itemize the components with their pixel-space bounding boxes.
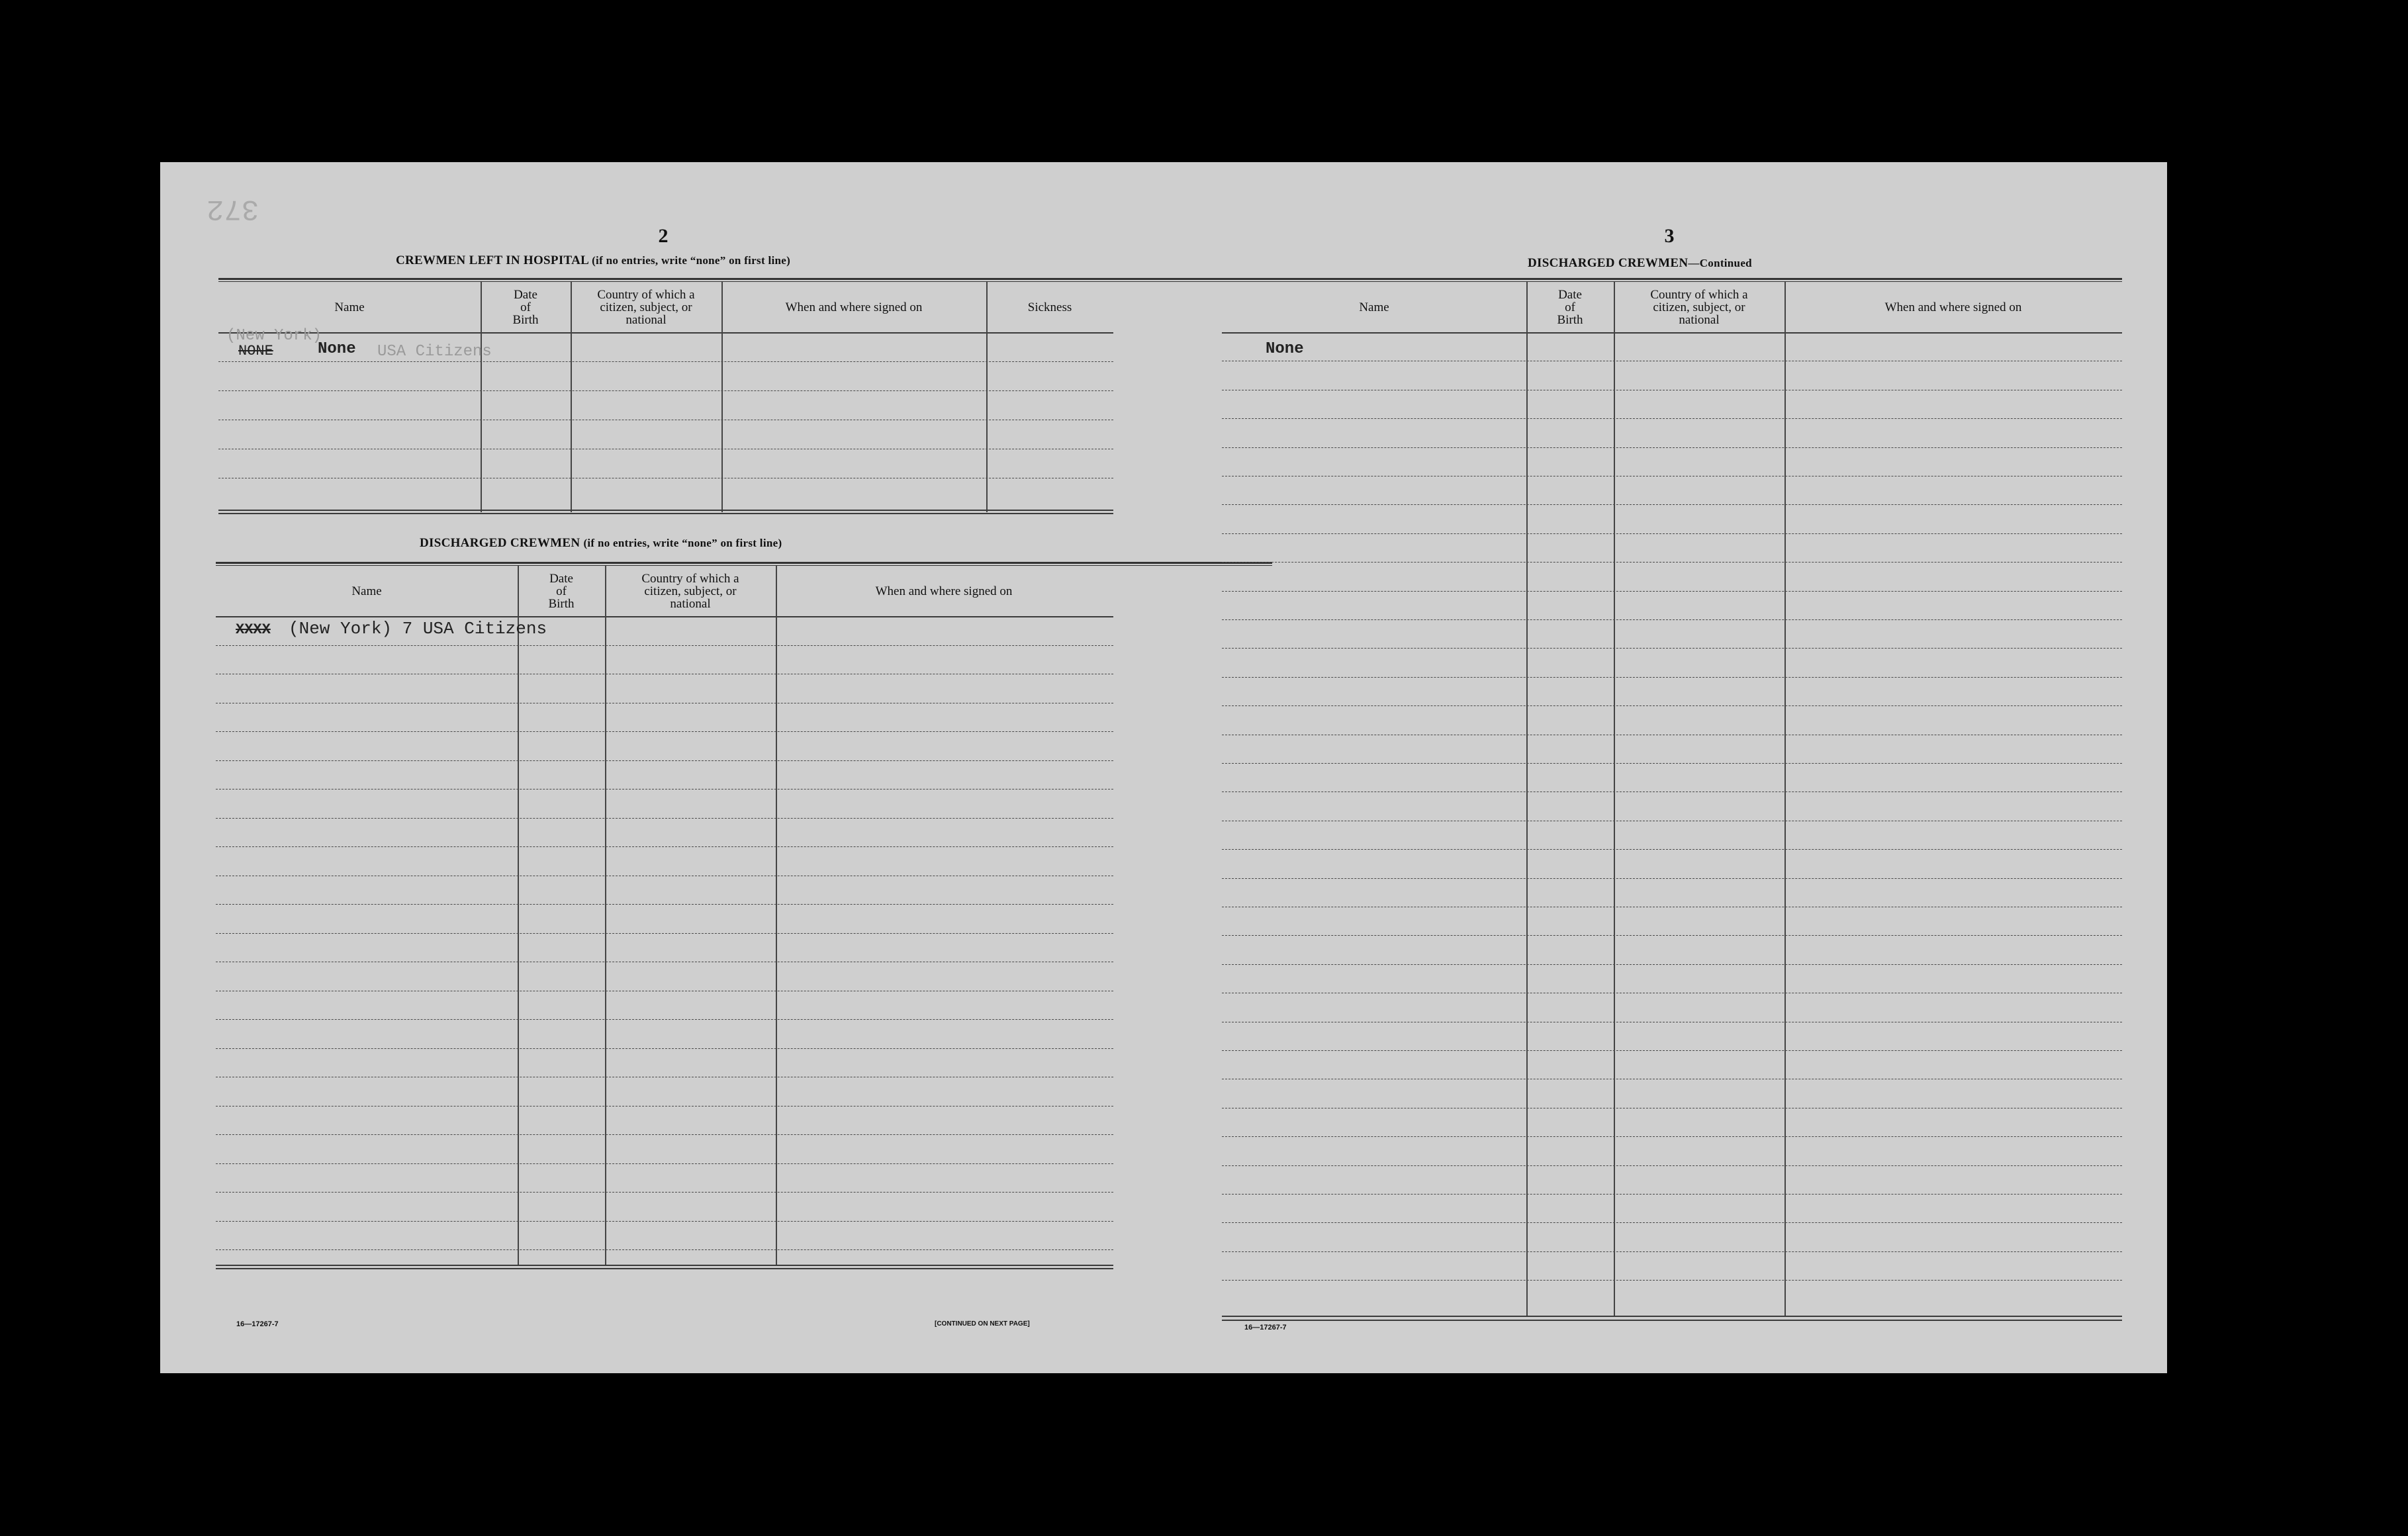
col-header-country: Country of which a citizen, subject, or national	[1650, 287, 1748, 327]
ruled-line	[216, 731, 1113, 732]
ruled-line	[216, 645, 1113, 646]
right-bottom-rule	[1222, 1320, 2122, 1321]
ruled-line	[1222, 705, 2122, 706]
ruled-line	[1222, 418, 2122, 419]
ruled-line	[1222, 591, 2122, 592]
hospital-title-text: CREWMEN LEFT IN HOSPITAL	[396, 253, 589, 267]
discharged-entry: (New York) 7 USA Citizens	[289, 619, 547, 639]
ruled-line	[216, 1221, 1113, 1222]
ruled-line	[216, 1048, 1113, 1049]
right-col-divider	[1784, 282, 1786, 1317]
ruled-line	[216, 1249, 1113, 1250]
right-col-divider	[1614, 282, 1615, 1317]
hospital-entry-strike: NONE	[238, 343, 273, 359]
col-header-country: Country of which a citizen, subject, or national	[641, 571, 739, 611]
ruled-line	[1222, 677, 2122, 678]
document-paper	[160, 162, 2167, 1373]
ruled-line	[216, 1163, 1113, 1164]
ruled-line	[1222, 964, 2122, 965]
ruled-line	[1222, 447, 2122, 448]
ruled-line	[216, 1106, 1113, 1107]
col-header-signed-on: When and where signed on	[875, 584, 1013, 598]
stamp-number: 372	[207, 192, 259, 225]
discharged-col-divider	[605, 566, 606, 1265]
left-footer-note: [CONTINUED ON NEXT PAGE]	[935, 1320, 1030, 1328]
ruled-line	[216, 904, 1113, 905]
ruled-line	[1222, 619, 2122, 620]
ruled-line	[1222, 849, 2122, 850]
right-bottom-rule	[1222, 1316, 2122, 1317]
ruled-line	[1222, 1280, 2122, 1281]
ruled-line	[1222, 878, 2122, 879]
discharged-col-divider	[776, 566, 777, 1265]
col-header-date-of-birth: Date of Birth	[512, 287, 539, 327]
discharged-bottom-rule	[216, 1265, 1113, 1266]
ruled-line	[216, 818, 1113, 819]
hospital-bottom-rule	[218, 513, 1113, 514]
ruled-line	[1222, 1050, 2122, 1051]
col-header-signed-on: When and where signed on	[785, 300, 923, 314]
right-page-number: 3	[1664, 225, 1675, 247]
ruled-line	[216, 1019, 1113, 1020]
hospital-entry: None	[318, 340, 356, 358]
ruled-line	[1222, 1251, 2122, 1252]
discharged-col-divider	[518, 566, 519, 1265]
ruled-line	[1222, 935, 2122, 936]
right-title-text: DISCHARGED CREWMEN	[1528, 256, 1689, 270]
left-footer-code: 16—17267-7	[236, 1320, 279, 1328]
discharged-table	[216, 566, 1272, 1314]
ruled-line	[1222, 562, 2122, 563]
discharged-header-rule	[216, 616, 1113, 617]
col-header-date-of-birth: Date of Birth	[548, 571, 575, 611]
col-header-name: Name	[1359, 300, 1389, 314]
right-entry: None	[1266, 340, 1304, 358]
col-header-date-of-birth: Date of Birth	[1557, 287, 1583, 327]
discharged-section-title	[420, 536, 782, 551]
right-footer-code: 16—17267-7	[1244, 1324, 1287, 1332]
ruled-line	[1222, 648, 2122, 649]
hospital-subtitle-text: (if no entries, write “none” on first line)	[592, 254, 791, 267]
right-table	[1222, 282, 2122, 1328]
col-header-name: Name	[334, 300, 365, 314]
right-section-title	[1528, 256, 1752, 271]
right-title-suffix: —Continued	[1688, 257, 1752, 269]
discharged-entry-strike: XXXX	[236, 621, 271, 638]
ruled-line	[216, 846, 1113, 847]
ruled-line	[216, 933, 1113, 934]
ruled-line	[216, 1134, 1113, 1135]
hospital-faint-text: (New York)	[226, 327, 322, 345]
col-header-sickness: Sickness	[1027, 300, 1072, 314]
ruled-line	[1222, 504, 2122, 505]
ruled-line	[1222, 533, 2122, 534]
ruled-line	[1222, 763, 2122, 764]
ruled-line	[218, 361, 1113, 362]
ruled-line	[1222, 1165, 2122, 1166]
ruled-line	[218, 390, 1113, 391]
right-col-divider	[1526, 282, 1528, 1317]
ruled-line	[1222, 1194, 2122, 1195]
col-header-signed-on: When and where signed on	[1884, 300, 2022, 314]
col-header-name: Name	[351, 584, 382, 598]
hospital-header-rule	[218, 332, 1113, 334]
ruled-line	[1222, 1222, 2122, 1223]
ruled-line	[216, 789, 1113, 790]
left-page-number: 2	[658, 225, 669, 247]
discharged-bottom-rule	[216, 1268, 1113, 1269]
ruled-line	[216, 760, 1113, 761]
ruled-line	[1222, 791, 2122, 792]
hospital-section-title	[396, 253, 790, 268]
right-header-rule	[1222, 332, 2122, 334]
hospital-faint-text-2: USA Citizens	[377, 343, 492, 361]
discharged-subtitle-text: (if no entries, write “none” on first line)	[583, 537, 782, 549]
discharged-title-text: DISCHARGED CREWMEN	[420, 536, 580, 550]
hospital-bottom-rule	[218, 510, 1113, 511]
ruled-line	[216, 1192, 1113, 1193]
col-header-country: Country of which a citizen, subject, or national	[597, 287, 695, 327]
ruled-line	[1222, 1136, 2122, 1137]
